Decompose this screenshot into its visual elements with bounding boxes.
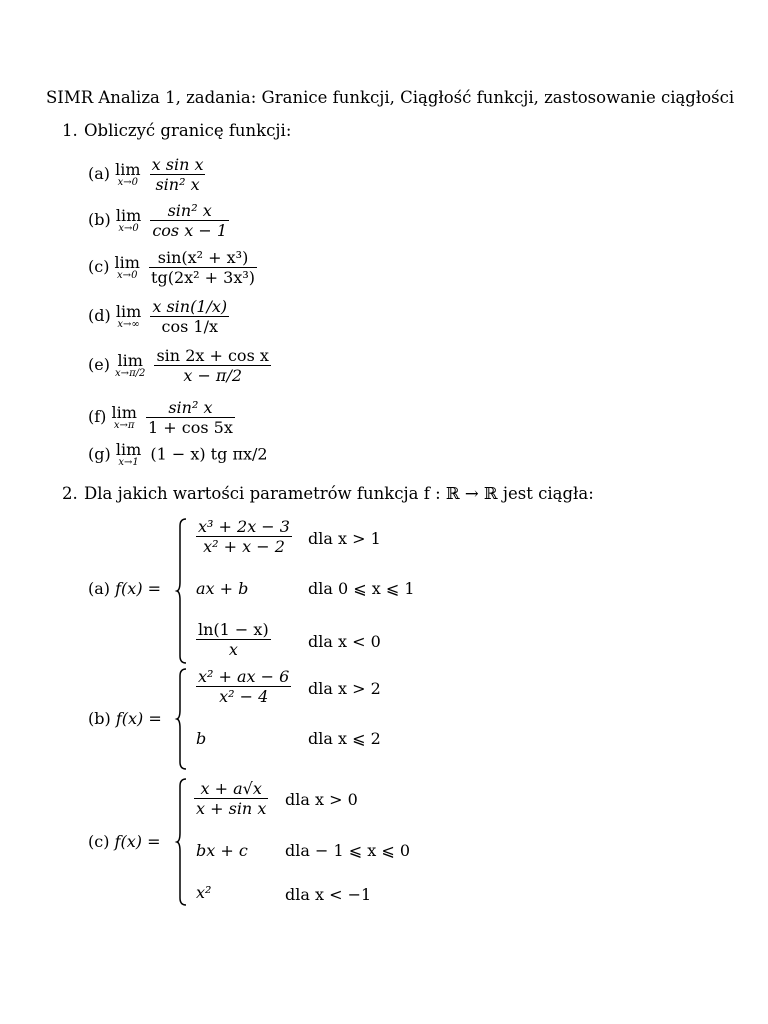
item-label: (d): [88, 306, 111, 325]
problem-1b: (b) lim x→0 $\frac{\text{sin² x}}{\text{cos x − 1}}$: [88, 201, 227, 240]
item-label: (f): [88, 407, 107, 426]
problem-2-number: 2.: [62, 484, 78, 503]
denominator: cos x − 1: [152, 221, 227, 240]
limit-subscript: x→π: [113, 419, 135, 431]
denominator: x + sin x: [196, 799, 267, 818]
limit-subscript: x→0: [117, 176, 139, 188]
function-name: f(x) =: [115, 709, 162, 728]
numerator: x² + ax − 6: [198, 667, 290, 686]
case-expression: ax + b: [196, 579, 249, 598]
fraction: [150, 297, 229, 336]
problem-1g: (g) lim x→1 (1 − x) tg πx/2: [88, 440, 268, 468]
left-brace: [176, 778, 188, 906]
function-name: f(x) =: [114, 832, 161, 851]
fraction: [150, 201, 229, 240]
case-expression: x²: [196, 883, 212, 902]
numerator: ln(1 − x): [198, 620, 269, 639]
numerator: x + a√x: [194, 779, 268, 799]
fraction: [149, 248, 257, 287]
numerator: sin 2x + cos x: [156, 346, 269, 365]
problem-2-text: Dla jakich wartości parametrów funkcja f : ℝ → ℝ jest ciągła:: [84, 484, 594, 503]
fraction: [146, 398, 235, 437]
problem-1-text: Obliczyć granicę funkcji:: [84, 121, 292, 140]
left-brace: [176, 518, 188, 664]
numerator: sin(x² + x³): [149, 248, 257, 268]
case-condition: dla x > 1: [308, 529, 381, 548]
item-label: (b): [88, 210, 111, 229]
item-label: (a): [88, 164, 111, 183]
numerator: x sin x: [151, 155, 204, 174]
numerator: x sin(1/x): [152, 297, 228, 316]
problem-2c-label: (c) f(x) =: [88, 832, 161, 851]
expression: (1 − x) tg πx/2: [150, 444, 268, 464]
problem-2a-label: (a) f(x) =: [88, 579, 162, 598]
case-condition: dla x ⩽ 2: [308, 729, 381, 748]
problem-1c: (c) lim x→0 $\frac{\text{sin(x² + x³)}}{\text{tg(2x² + 3x³)}}$: [88, 248, 256, 287]
function-name: f(x) =: [115, 579, 162, 598]
case-condition: dla − 1 ⩽ x ⩽ 0: [285, 841, 411, 860]
denominator: 1 + cos 5x: [148, 418, 233, 437]
problem-1e: (e) lim x→π/2 $\frac{\text{sin 2x + cos x}}{x - \pi/2}$: [88, 346, 269, 385]
problem-1a: (a) lim x→0 $\frac{\text{x sin x}}{\text{sin² x}}$: [88, 155, 204, 194]
limit-subscript: x→∞: [117, 318, 140, 330]
denominator: tg(2x² + 3x³): [151, 268, 256, 287]
case-expression: bx + c: [196, 841, 248, 860]
case-condition: dla x < 0: [308, 632, 381, 651]
case-condition: dla x < −1: [285, 885, 372, 904]
item-label: (e): [88, 355, 110, 374]
case-expression: [196, 517, 292, 556]
item-label: (g): [88, 444, 111, 464]
case-expression: [196, 667, 291, 706]
left-brace: [176, 668, 188, 770]
case-expression: b: [196, 729, 207, 748]
limit-subscript: x→π/2: [115, 367, 146, 379]
problem-1-number: 1.: [62, 121, 78, 140]
problem-2b-label: (b) f(x) =: [88, 709, 162, 728]
limit-subscript: x→1: [118, 457, 139, 468]
item-label: (c): [88, 257, 110, 276]
numerator: sin² x: [150, 201, 229, 221]
numerator: sin² x: [146, 398, 235, 418]
case-condition: dla x > 2: [308, 679, 381, 698]
limit-subscript: x→0: [117, 269, 138, 281]
denominator: sin² x: [155, 175, 200, 194]
case-expression: [196, 620, 271, 659]
denominator: x: [228, 640, 238, 659]
case-expression: [194, 779, 268, 818]
denominator: cos 1/x: [161, 317, 218, 336]
page-title: SIMR Analiza 1, zadania: Granice funkcji, Ciągłość funkcji, zastosowanie ciągłości: [46, 88, 735, 107]
fraction: [150, 155, 206, 194]
case-condition: dla x > 0: [285, 790, 358, 809]
limit-subscript: x→0: [118, 222, 139, 234]
case-condition: dla 0 ⩽ x ⩽ 1: [308, 579, 415, 598]
numerator: x³ + 2x − 3: [198, 517, 290, 536]
problem-1f: (f) lim x→π $\frac{\text{sin² x}}{1 + \cos 5x}$: [88, 398, 233, 437]
denominator: x² + x − 2: [203, 537, 285, 556]
denominator: x² − 4: [219, 687, 269, 706]
fraction: [154, 346, 270, 385]
denominator: x − π/2: [183, 366, 243, 385]
problem-1d: (d) lim x→∞ $\frac{\text{x sin(1/x)}}{\cos 1/x}$: [88, 297, 228, 336]
